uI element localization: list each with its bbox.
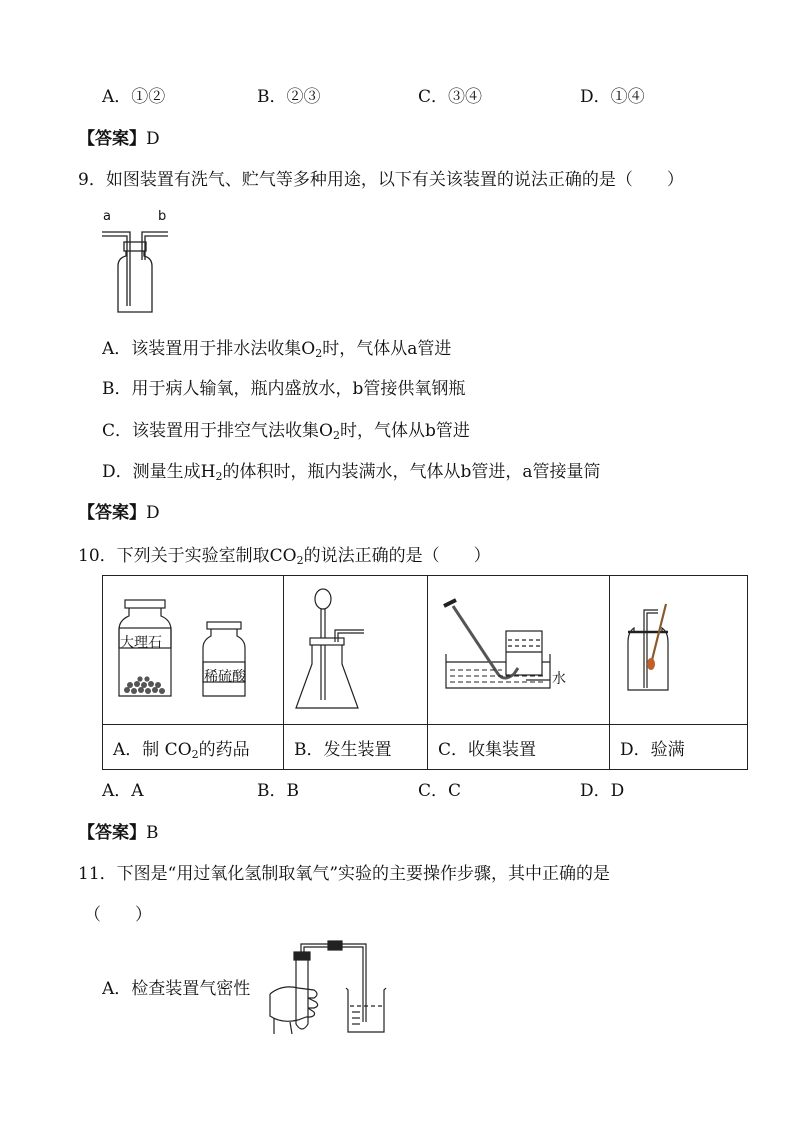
q10-cell-b-figure xyxy=(284,576,428,725)
q8-option-d: D．①④ xyxy=(580,87,645,107)
q10-cell-d-label: D．验满 xyxy=(610,725,748,770)
answer-tag: 【答案】 xyxy=(78,129,146,149)
check-full-figure xyxy=(624,592,694,697)
q9-option-d: D．测量生成$H_2$的体积时，瓶内装满水，气体从b管进，a管接量筒 xyxy=(102,462,601,483)
gas-washing-bottle-figure xyxy=(100,222,180,317)
answer-tag: 【答案】 xyxy=(78,823,146,843)
bottle-label-dilute-sulfuric-acid: 稀硫酸 xyxy=(204,669,246,685)
generator-apparatus-figure xyxy=(292,582,422,717)
q10-options-table xyxy=(102,575,748,770)
q10-option-a: A．A xyxy=(102,781,144,801)
q9-stem: 9．如图装置有洗气、贮气等多种用途，以下有关该装置的说法正确的是（ ） xyxy=(78,170,684,190)
q10-cell-d-figure xyxy=(610,576,748,725)
q9-option-b: B．用于病人输氧，瓶内盛放水，b管接供氧钢瓶 xyxy=(102,379,466,399)
q9-answer xyxy=(78,502,160,524)
q8-option-a: A．①② xyxy=(102,87,166,107)
answer-tag: 【答案】 xyxy=(78,503,146,523)
q10-answer xyxy=(78,822,159,844)
q8-option-b: B．②③ xyxy=(257,87,321,107)
bottle-label-marble: 大理石 xyxy=(120,635,162,651)
q10-stem: 10．下列关于实验室制取$CO_2$的说法正确的是（ ） xyxy=(78,546,491,567)
q10-option-c: C．C xyxy=(418,781,462,801)
q10-option-d: D．D xyxy=(580,781,625,801)
answer-value: D xyxy=(146,503,160,523)
answer-value: D xyxy=(146,129,160,149)
q10-cell-a-label: A．制 $CO_2$的药品 xyxy=(103,725,284,770)
q8-option-c: C．③④ xyxy=(418,87,483,107)
tube-b-label: b xyxy=(158,209,167,224)
q8-answer xyxy=(78,128,160,150)
water-label: 水 xyxy=(552,671,566,687)
q10-cell-c-label: C．收集装置 xyxy=(428,725,610,770)
q10-cell-a-figure xyxy=(103,576,284,725)
answer-value: B xyxy=(146,823,159,843)
q10-cell-b-label: B．发生装置 xyxy=(284,725,428,770)
q11-paren: （ ） xyxy=(84,905,152,925)
q9-option-c: C．该装置用于排空气法收集$O_2$时，气体从b管进 xyxy=(102,421,470,442)
q9-option-a: A．该装置用于排水法收集$O_2$时，气体从a管进 xyxy=(102,339,452,360)
q11-option-a: A．检查装置气密性 xyxy=(102,979,251,999)
q11-stem: 11．下图是“用过氧化氢制取氧气”实验的主要操作步骤，其中正确的是 xyxy=(78,864,611,884)
water-collection-figure xyxy=(438,584,603,719)
q10-option-b: B．B xyxy=(257,781,299,801)
q10-cell-c-figure xyxy=(428,576,610,725)
airtightness-check-figure xyxy=(268,940,398,1035)
tube-a-label: a xyxy=(103,209,111,224)
